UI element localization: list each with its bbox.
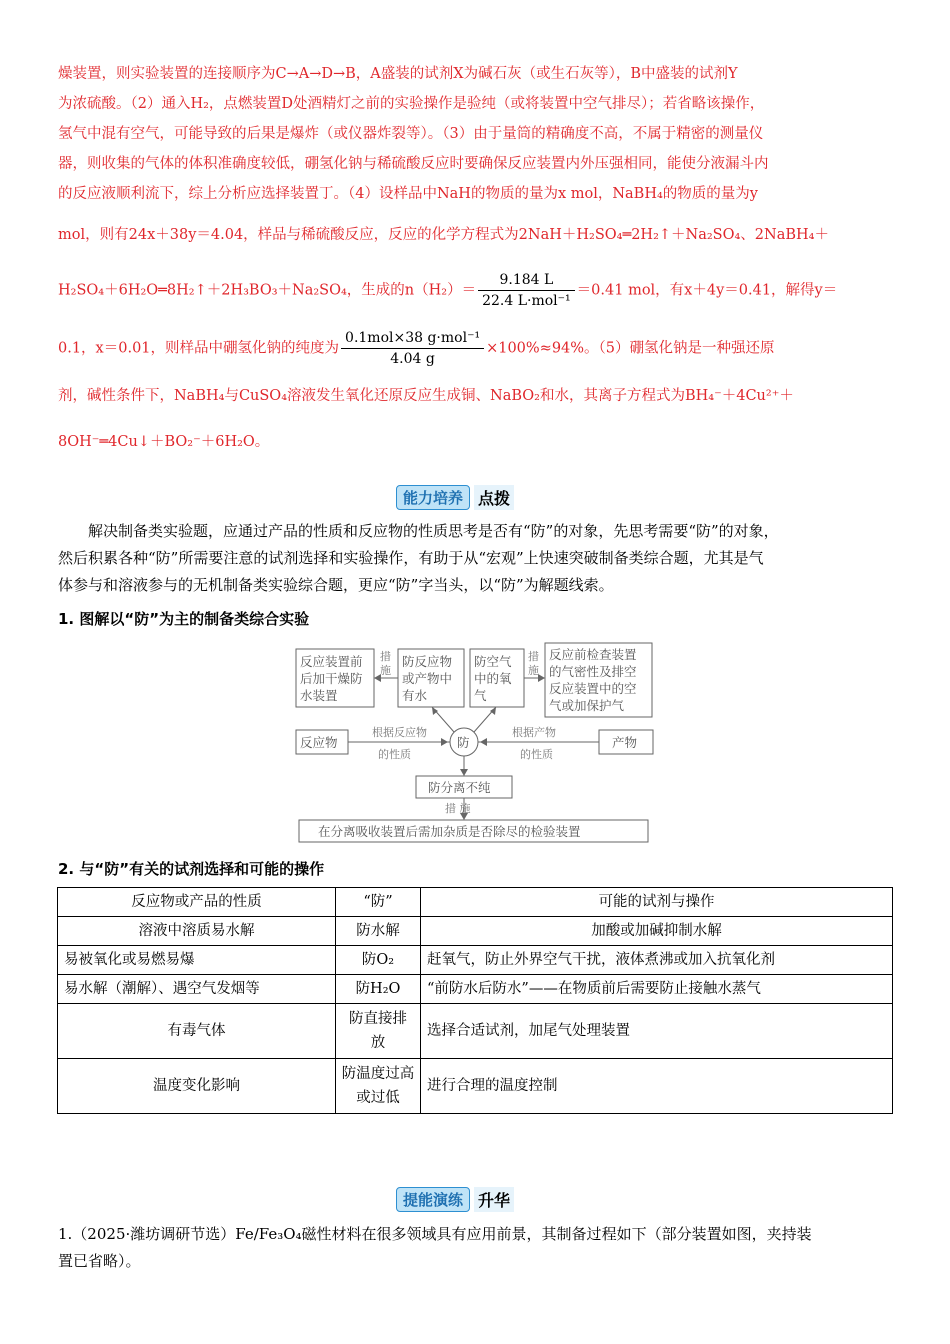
answer-line: 燥装置，则实验装置的连接顺序为C→A→D→B，A盛装的试剂X为碱石灰（或生石灰等），B中盛装的试剂Y	[58, 66, 738, 82]
box-water-text: 有水	[402, 688, 428, 703]
table-cell: 防直接排放	[336, 1004, 421, 1059]
table-cell: 进行合理的温度控制	[421, 1059, 893, 1114]
answer-line: 器，则收集的气体的体积准确度较低，硼氢化钠与稀硫酸反应时要确保反应装置内外压强相同，能使分液漏斗内	[58, 156, 769, 172]
box-water-text: 或产物中	[402, 671, 453, 686]
table-cell: 赶氧气，防止外界空气干扰，液体煮沸或加入抗氧化剂	[421, 946, 893, 975]
box-check-text: 反应装置中的空	[549, 681, 637, 696]
table-header: 反应物或产品的性质	[58, 888, 336, 917]
table-cell: 选择合适试剂，加尾气处理装置	[421, 1004, 893, 1059]
box-check-text: 反应前检查装置	[549, 647, 637, 662]
answer-text: 0.1，x＝0.01，则样品中硼氢化钠的纯度为	[58, 340, 340, 357]
box-dry-text: 反应装置前	[300, 654, 363, 669]
table-cell: 有毒气体	[58, 1004, 336, 1059]
section-tag-suffix: 点拨	[474, 485, 514, 510]
answer-line: mol，则有24x＋38y＝4.04，样品与稀硫酸反应，反应的化学方程式为2NaH＋H₂SO₄═2H₂↑＋Na₂SO₄、2NaBH₄＋	[58, 227, 829, 243]
product-text: 产物	[612, 735, 638, 750]
measure-label: 措	[528, 650, 539, 663]
by-product-label: 根据产物	[512, 726, 556, 739]
intro-line: 然后积累各种“防”所需要注意的试剂选择和实验操作，有助于从“宏观”上快速突破制备类综合题，尤其是气	[58, 549, 764, 567]
fraction-denominator: 4.04 g	[390, 351, 435, 367]
table-cell: 防温度过高或过低	[336, 1059, 421, 1114]
table-cell: 防O₂	[336, 946, 421, 975]
section-heading-practice	[396, 1186, 514, 1212]
table-header: “防”	[336, 888, 421, 917]
fraction-numerator: 0.1mol×38 g·mol⁻¹	[341, 328, 484, 349]
table-cell: 加酸或加碱抑制水解	[421, 917, 893, 946]
intro-line: 解决制备类实验题，应通过产品的性质和反应物的性质思考是否有“防”的对象，先思考需要“防”的对象，	[88, 522, 779, 540]
table-cell: 温度变化影响	[58, 1059, 336, 1114]
table-header-row	[58, 888, 893, 917]
table-cell: 易被氧化或易燃易爆	[58, 946, 336, 975]
measure-label: 施	[380, 664, 391, 677]
measure-label: 措 施	[445, 802, 471, 815]
intro-line: 体参与和溶液参与的无机制备类实验综合题，更应“防”字当头，以“防”为解题线索。	[58, 576, 614, 594]
reactant-text: 反应物	[300, 735, 338, 750]
box-check-text: 的气密性及排空	[549, 664, 637, 679]
section-tag: 能力培养	[396, 485, 470, 510]
subsection-title-diagram: 1. 图解以“防”为主的制备类综合实验	[58, 610, 310, 628]
answer-text: ＝0.41 mol，有x＋4y＝0.41，解得y＝	[576, 282, 838, 299]
answer-line: 氢气中混有空气，可能导致的后果是爆炸（或仪器炸裂等）。（3）由于量筒的精确度不高，不属于精密的测量仪	[58, 126, 764, 142]
box-water-text: 防反应物	[402, 654, 453, 669]
measure-label: 措	[380, 650, 391, 663]
table-row	[58, 1059, 893, 1114]
table-cell: 溶液中溶质易水解	[58, 917, 336, 946]
section-tag: 提能演练	[396, 1187, 470, 1212]
table-cell: 防H₂O	[336, 975, 421, 1004]
box-check-text: 气或加保护气	[549, 698, 625, 713]
table-cell: 易水解（潮解）、遇空气发烟等	[58, 975, 336, 1004]
by-reactant-label: 的性质	[378, 748, 411, 761]
table-cell: 防水解	[336, 917, 421, 946]
table-row	[58, 1004, 893, 1059]
box-dry-text: 水装置	[300, 688, 338, 703]
table-cell: “前防水后防水”——在物质前后需要防止接触水蒸气	[421, 975, 893, 1004]
section-tag-suffix: 升华	[474, 1187, 514, 1212]
answer-line: 剂，碱性条件下，NaBH₄与CuSO₄溶液发生氧化还原反应生成铜、NaBO₂和水，其离子方程式为BH₄⁻＋4Cu²⁺＋	[58, 388, 794, 404]
reagent-table	[57, 887, 893, 1114]
question-line: 置已省略）。	[58, 1252, 141, 1270]
answer-text: ×100%≈94%。（5）硼氢化钠是一种强还原	[486, 340, 775, 357]
question-line: 1.（2025·潍坊调研节选）Fe/Fe₃O₄磁性材料在很多领域具有应用前景，其制备过程如下（部分装置如图，夹持装	[58, 1225, 812, 1243]
by-product-label: 的性质	[520, 748, 553, 761]
bottom-check-text: 在分离吸收装置后需加杂质是否除尽的检验装置	[318, 824, 581, 839]
table-row	[58, 946, 893, 975]
by-reactant-label: 根据反应物	[372, 726, 427, 739]
measure-label: 施	[528, 664, 539, 677]
table-row	[58, 975, 893, 1004]
box-air-text: 气	[474, 688, 487, 703]
fraction-denominator: 22.4 L·mol⁻¹	[482, 293, 571, 309]
box-air-text: 中的氧	[474, 671, 512, 686]
box-dry-text: 后加干燥防	[300, 671, 363, 686]
answer-line: 为浓硫酸。（2）通入H₂，点燃装置D处酒精灯之前的实验操作是验纯（或将装置中空气排尽）；若省略该操作，	[58, 96, 765, 112]
center-text: 防	[457, 735, 470, 750]
box-air-text: 防空气	[474, 654, 512, 669]
fraction-numerator: 9.184 L	[478, 270, 575, 291]
table-header: 可能的试剂与操作	[421, 888, 893, 917]
table-row	[58, 917, 893, 946]
subsection-title-table: 2. 与“防”有关的试剂选择和可能的操作	[58, 860, 325, 878]
answer-line: 8OH⁻═4Cu↓＋BO₂⁻＋6H₂O。	[58, 434, 270, 450]
answer-line: 的反应液顺利流下，综上分析应选择装置丁。（4）设样品中NaH的物质的量为x mol，NaBH₄的物质的量为y	[58, 186, 758, 202]
impure-text: 防分离不纯	[428, 780, 491, 795]
answer-text: H₂SO₄＋6H₂O═8H₂↑＋2H₃BO₃＋Na₂SO₄，生成的n（H₂）＝	[58, 282, 477, 299]
